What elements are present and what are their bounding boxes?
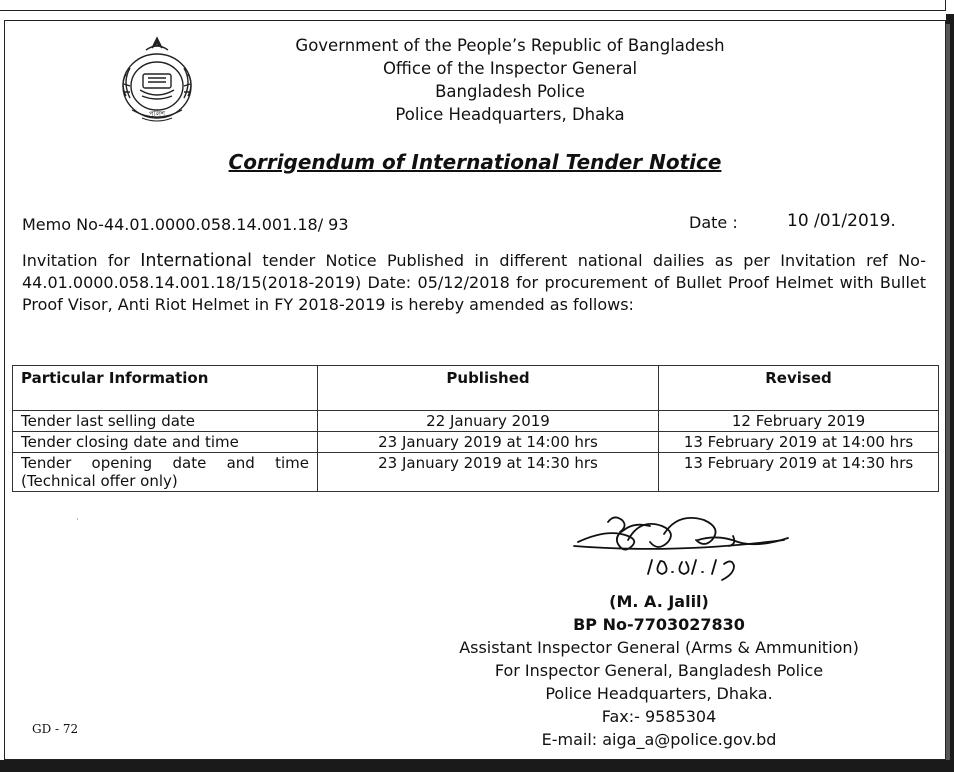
signatory-bp-number: BP No-7703027830 [573,615,745,634]
right-shadow-band [946,14,954,772]
signatory-designation: Assistant Inspector General (Arms & Ammunition) [459,638,859,657]
top-rule [0,0,946,11]
tender-table [12,365,939,492]
column-header: Particular Information [13,366,318,411]
police-emblem-icon [112,34,202,126]
column-header: Published [318,366,659,411]
stray-mark: ˙ [75,518,80,529]
date-value: 10 /01/2019. [787,211,896,231]
table-cell: 13 February 2019 at 14:30 hrs [659,453,939,492]
table-cell: 22 January 2019 [318,411,659,432]
table-row [13,411,939,432]
table-cell: 23 January 2019 at 14:00 hrs [318,432,659,453]
signatory-for-line: For Inspector General, Bangladesh Police [494,661,824,680]
handwritten-signature [568,510,798,590]
column-header: Revised [659,366,939,411]
header-office: Office of the Inspector General [382,59,638,78]
table-cell: Tender last selling date [13,411,318,432]
date-label: Date : [689,213,738,232]
table-cell: 13 February 2019 at 14:00 hrs [659,432,939,453]
page-title: Corrigendum of International Tender Notice [228,150,722,174]
header-headquarters: Police Headquarters, Dhaka [395,105,625,124]
bottom-shadow-band [0,760,954,772]
table-cell: 12 February 2019 [659,411,939,432]
table-cell: 23 January 2019 at 14:30 hrs [318,453,659,492]
paragraph-part1: Invitation for [22,251,141,270]
table-cell: Tender opening date and time (Technical offer only) [13,453,318,492]
signatory-name: (M. A. Jalil) [609,592,709,611]
signature-date-scrawl [648,560,734,580]
table-row [13,453,939,492]
signatory-fax: Fax:- 9585304 [601,707,717,726]
table-row [13,432,939,453]
notice-paragraph [22,250,926,316]
signatory-email: E-mail: aiga_a@police.gov.bd [541,730,777,749]
header-government: Government of the People’s Republic of Bangladesh [295,36,725,55]
table-cell: Tender closing date and time [13,432,318,453]
header-police: Bangladesh Police [435,82,585,101]
paragraph-part3: tender Notice Published in different national dailies as per Invitation ref No-44.01.0000.058.14.001.18/15(2018-2019) Date: 05/12/2018 for procurement of Bullet Proof Helmet with Bullet Proof Visor, Anti Riot Helmet in FY 2018-2019 is hereby amended as follows: [22,251,927,314]
signatory-office: Police Headquarters, Dhaka. [545,684,773,703]
emblem-lettering: পুলিশ [148,110,166,118]
memo-number: Memo No-44.01.0000.058.14.001.18/ 93 [22,215,349,234]
paragraph-part2: International [140,251,252,271]
letterhead [200,34,820,126]
signature-block [400,590,918,751]
table-header-row [13,366,939,411]
form-code: GD - 72 [32,722,79,736]
